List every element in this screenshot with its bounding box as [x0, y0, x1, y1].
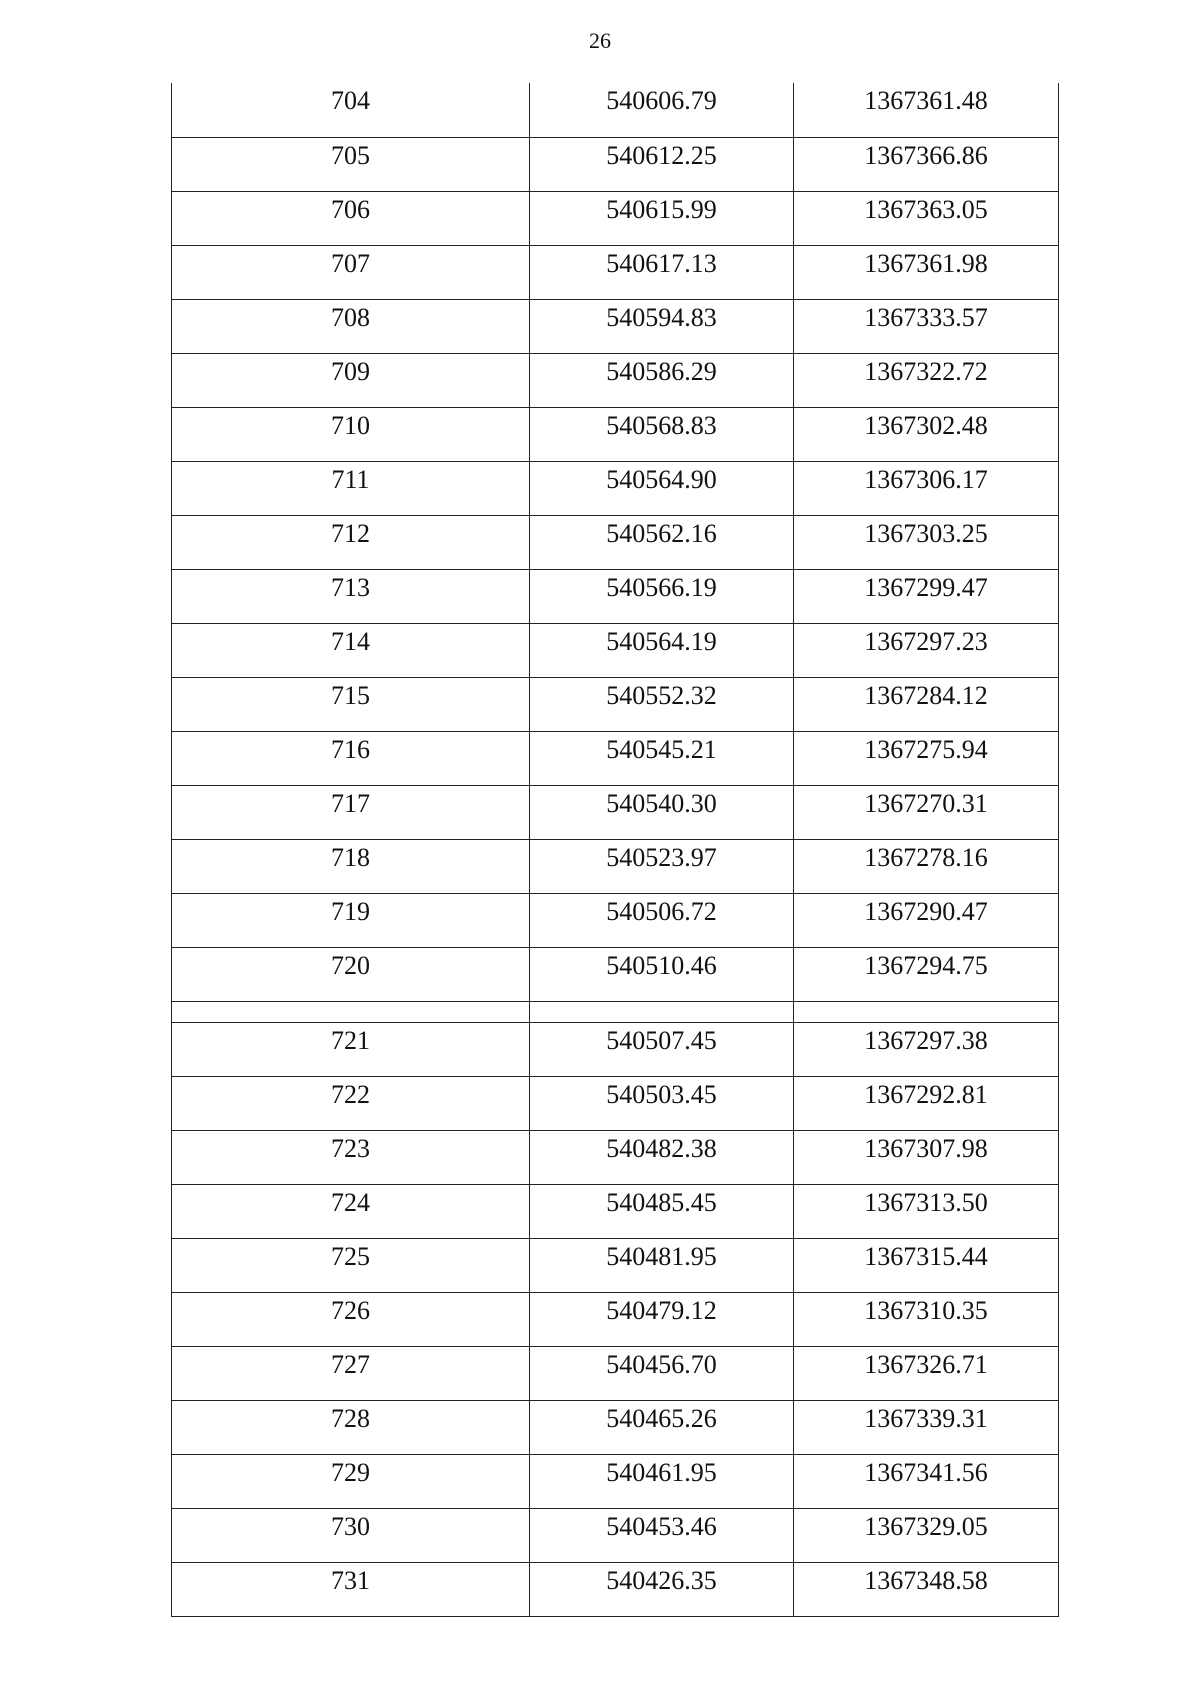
point-number-cell: 716: [172, 731, 530, 785]
y-coordinate-cell: 1367297.23: [794, 623, 1059, 677]
table-row: [172, 1022, 1059, 1076]
y-coordinate-cell: 1367310.35: [794, 1292, 1059, 1346]
x-coordinate-cell: 540503.45: [530, 1076, 794, 1130]
point-number-cell: 712: [172, 515, 530, 569]
point-number-cell: 723: [172, 1130, 530, 1184]
y-coordinate-cell: 1367361.98: [794, 245, 1059, 299]
point-number-cell: 714: [172, 623, 530, 677]
x-coordinate-cell: 540540.30: [530, 785, 794, 839]
x-coordinate-cell: 540564.90: [530, 461, 794, 515]
point-number-cell: 706: [172, 191, 530, 245]
table-row: [172, 407, 1059, 461]
x-coordinate-cell: 540552.32: [530, 677, 794, 731]
y-coordinate-cell: 1367326.71: [794, 1346, 1059, 1400]
x-coordinate-cell: 540482.38: [530, 1130, 794, 1184]
x-coordinate-cell: 540606.79: [530, 83, 794, 137]
y-coordinate-cell: 1367333.57: [794, 299, 1059, 353]
x-coordinate-cell: 540568.83: [530, 407, 794, 461]
x-coordinate-cell: 540617.13: [530, 245, 794, 299]
point-number-cell: 709: [172, 353, 530, 407]
point-number-cell: 728: [172, 1400, 530, 1454]
y-coordinate-cell: 1367270.31: [794, 785, 1059, 839]
point-number-cell: 708: [172, 299, 530, 353]
y-coordinate-cell: 1367275.94: [794, 731, 1059, 785]
point-number-cell: [172, 1001, 530, 1022]
table-row: [172, 677, 1059, 731]
table-row: [172, 245, 1059, 299]
point-number-cell: 721: [172, 1022, 530, 1076]
coordinates-table-body: [172, 83, 1059, 1616]
y-coordinate-cell: 1367313.50: [794, 1184, 1059, 1238]
point-number-cell: 730: [172, 1508, 530, 1562]
table-row: [172, 191, 1059, 245]
y-coordinate-cell: [794, 1001, 1059, 1022]
table-row: [172, 785, 1059, 839]
x-coordinate-cell: 540594.83: [530, 299, 794, 353]
table-row: [172, 137, 1059, 191]
table-row: [172, 1130, 1059, 1184]
coordinates-table: [171, 83, 1059, 1617]
table-row: [172, 947, 1059, 1001]
point-number-cell: 725: [172, 1238, 530, 1292]
x-coordinate-cell: 540564.19: [530, 623, 794, 677]
y-coordinate-cell: 1367348.58: [794, 1562, 1059, 1616]
table-row: [172, 1076, 1059, 1130]
x-coordinate-cell: 540465.26: [530, 1400, 794, 1454]
y-coordinate-cell: 1367339.31: [794, 1400, 1059, 1454]
x-coordinate-cell: 540612.25: [530, 137, 794, 191]
x-coordinate-cell: 540562.16: [530, 515, 794, 569]
y-coordinate-cell: 1367303.25: [794, 515, 1059, 569]
y-coordinate-cell: 1367292.81: [794, 1076, 1059, 1130]
point-number-cell: 724: [172, 1184, 530, 1238]
point-number-cell: 726: [172, 1292, 530, 1346]
y-coordinate-cell: 1367363.05: [794, 191, 1059, 245]
y-coordinate-cell: 1367297.38: [794, 1022, 1059, 1076]
table-row: [172, 353, 1059, 407]
y-coordinate-cell: 1367361.48: [794, 83, 1059, 137]
point-number-cell: 729: [172, 1454, 530, 1508]
y-coordinate-cell: 1367322.72: [794, 353, 1059, 407]
y-coordinate-cell: 1367341.56: [794, 1454, 1059, 1508]
x-coordinate-cell: 540545.21: [530, 731, 794, 785]
point-number-cell: 711: [172, 461, 530, 515]
x-coordinate-cell: 540506.72: [530, 893, 794, 947]
table-row: [172, 461, 1059, 515]
point-number-cell: 720: [172, 947, 530, 1001]
table-row: [172, 1508, 1059, 1562]
x-coordinate-cell: 540523.97: [530, 839, 794, 893]
table-row: [172, 623, 1059, 677]
page-number: 26: [589, 28, 611, 53]
point-number-cell: 717: [172, 785, 530, 839]
point-number-cell: 707: [172, 245, 530, 299]
x-coordinate-cell: 540426.35: [530, 1562, 794, 1616]
point-number-cell: 727: [172, 1346, 530, 1400]
y-coordinate-cell: 1367329.05: [794, 1508, 1059, 1562]
table-row: [172, 1184, 1059, 1238]
y-coordinate-cell: 1367299.47: [794, 569, 1059, 623]
y-coordinate-cell: 1367315.44: [794, 1238, 1059, 1292]
table-row: [172, 731, 1059, 785]
y-coordinate-cell: 1367290.47: [794, 893, 1059, 947]
y-coordinate-cell: 1367366.86: [794, 137, 1059, 191]
x-coordinate-cell: 540507.45: [530, 1022, 794, 1076]
y-coordinate-cell: 1367302.48: [794, 407, 1059, 461]
table-row: [172, 1292, 1059, 1346]
point-number-cell: 718: [172, 839, 530, 893]
table-row: [172, 1454, 1059, 1508]
x-coordinate-cell: 540453.46: [530, 1508, 794, 1562]
point-number-cell: 719: [172, 893, 530, 947]
x-coordinate-cell: 540481.95: [530, 1238, 794, 1292]
x-coordinate-cell: 540485.45: [530, 1184, 794, 1238]
y-coordinate-cell: 1367294.75: [794, 947, 1059, 1001]
table-row: [172, 1400, 1059, 1454]
x-coordinate-cell: 540456.70: [530, 1346, 794, 1400]
table-row: [172, 1562, 1059, 1616]
table-row: [172, 299, 1059, 353]
x-coordinate-cell: 540479.12: [530, 1292, 794, 1346]
x-coordinate-cell: 540461.95: [530, 1454, 794, 1508]
y-coordinate-cell: 1367307.98: [794, 1130, 1059, 1184]
table-row: [172, 569, 1059, 623]
point-number-cell: 722: [172, 1076, 530, 1130]
x-coordinate-cell: 540586.29: [530, 353, 794, 407]
point-number-cell: 715: [172, 677, 530, 731]
point-number-cell: 710: [172, 407, 530, 461]
point-number-cell: 704: [172, 83, 530, 137]
point-number-cell: 731: [172, 1562, 530, 1616]
y-coordinate-cell: 1367284.12: [794, 677, 1059, 731]
table-row: [172, 893, 1059, 947]
table-row: [172, 1238, 1059, 1292]
x-coordinate-cell: 540510.46: [530, 947, 794, 1001]
table-row: [172, 1346, 1059, 1400]
point-number-cell: 705: [172, 137, 530, 191]
y-coordinate-cell: 1367278.16: [794, 839, 1059, 893]
point-number-cell: 713: [172, 569, 530, 623]
table-row: [172, 515, 1059, 569]
table-row: [172, 1001, 1059, 1022]
x-coordinate-cell: 540566.19: [530, 569, 794, 623]
table-row: [172, 83, 1059, 137]
table-row: [172, 839, 1059, 893]
y-coordinate-cell: 1367306.17: [794, 461, 1059, 515]
x-coordinate-cell: 540615.99: [530, 191, 794, 245]
x-coordinate-cell: [530, 1001, 794, 1022]
